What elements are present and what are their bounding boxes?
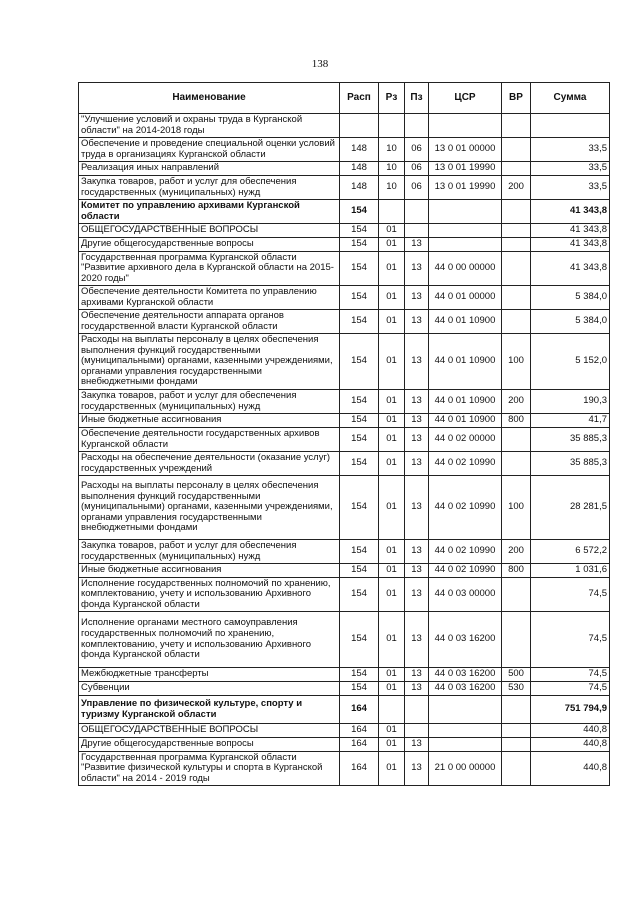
cell-name: Управление по физической культуре, спорту и туризму Курганской области [79,696,340,724]
cell-sum: 5 384,0 [531,310,610,334]
cell-sum: 41 343,8 [531,200,610,224]
cell-csr [429,696,502,724]
cell-rz [379,200,405,224]
table-row [79,696,610,724]
page-number: 138 [311,58,329,70]
cell-sum: 6 572,2 [531,540,610,564]
cell-name: Закупка товаров, работ и услуг для обеспечения государственных (муниципальных) нужд [79,390,340,414]
cell-sum: 440,8 [531,752,610,786]
cell-pz: 13 [405,578,429,612]
cell-vr [502,114,531,138]
cell-rz: 01 [379,724,405,738]
cell-rasp: 154 [340,564,379,578]
cell-vr: 530 [502,682,531,696]
cell-name: ОБЩЕГОСУДАРСТВЕННЫЕ ВОПРОСЫ [79,224,340,238]
cell-vr: 100 [502,334,531,390]
cell-name: Расходы на обеспечение деятельности (оказание услуг) государственных учреждений [79,452,340,476]
cell-pz: 13 [405,414,429,428]
cell-rz: 01 [379,452,405,476]
cell-rasp [340,114,379,138]
cell-sum: 28 281,5 [531,476,610,540]
budget-table [78,82,610,786]
cell-pz: 13 [405,334,429,390]
cell-sum: 41 343,8 [531,238,610,252]
column-header-csr: ЦСР [429,83,502,114]
cell-vr [502,200,531,224]
table-row [79,310,610,334]
cell-vr [502,162,531,176]
cell-pz: 13 [405,682,429,696]
cell-vr [502,310,531,334]
cell-name: Закупка товаров, работ и услуг для обеспечения государственных (муниципальных) нужд [79,176,340,200]
cell-pz: 13 [405,612,429,668]
cell-pz: 06 [405,162,429,176]
cell-rasp: 154 [340,428,379,452]
column-header-name: Наименование [79,83,340,114]
cell-csr [429,238,502,252]
table-row [79,668,610,682]
cell-name: Расходы на выплаты персоналу в целях обеспечения выполнения функций государственными (муниципальными) органами, казенными учреждениями, органами управления государственными внебюджетными фондами [79,334,340,390]
cell-csr: 21 0 00 00000 [429,752,502,786]
cell-vr: 500 [502,668,531,682]
cell-name: Обеспечение деятельности аппарата органов государственной власти Курганской области [79,310,340,334]
cell-pz: 13 [405,668,429,682]
cell-pz [405,724,429,738]
cell-vr [502,724,531,738]
cell-rz: 01 [379,752,405,786]
cell-pz: 13 [405,252,429,286]
cell-rasp: 164 [340,738,379,752]
cell-rz [379,114,405,138]
cell-rasp: 154 [340,578,379,612]
cell-rasp: 154 [340,334,379,390]
table-row [79,286,610,310]
cell-rasp: 164 [340,752,379,786]
table-row [79,114,610,138]
cell-rasp: 154 [340,200,379,224]
cell-rz: 01 [379,414,405,428]
cell-sum: 5 152,0 [531,334,610,390]
column-header-rasp: Расп [340,83,379,114]
column-header-rz: Рз [379,83,405,114]
cell-rasp: 164 [340,724,379,738]
cell-csr: 44 0 02 10990 [429,540,502,564]
cell-name: Обеспечение деятельности Комитета по управлению архивами Курганской области [79,286,340,310]
cell-rz: 01 [379,682,405,696]
cell-pz [405,114,429,138]
table-row [79,738,610,752]
cell-rz: 01 [379,578,405,612]
table-row [79,252,610,286]
table-row [79,390,610,414]
cell-rz: 01 [379,286,405,310]
table-row [79,414,610,428]
cell-rasp: 154 [340,668,379,682]
cell-csr [429,224,502,238]
cell-name: Субвенции [79,682,340,696]
table-row [79,578,610,612]
cell-rz: 01 [379,564,405,578]
cell-vr: 200 [502,176,531,200]
cell-sum: 41,7 [531,414,610,428]
cell-rasp: 154 [340,414,379,428]
cell-rasp: 154 [340,238,379,252]
cell-rz: 01 [379,252,405,286]
table-body [79,114,610,786]
cell-rasp: 154 [340,682,379,696]
cell-name: Закупка товаров, работ и услуг для обеспечения государственных (муниципальных) нужд [79,540,340,564]
cell-vr: 800 [502,564,531,578]
column-header-pz: Пз [405,83,429,114]
cell-sum: 440,8 [531,724,610,738]
table-row [79,334,610,390]
cell-sum: 1 031,6 [531,564,610,578]
cell-pz: 13 [405,428,429,452]
cell-rz: 01 [379,390,405,414]
cell-vr [502,238,531,252]
table-row [79,612,610,668]
cell-rasp: 154 [340,286,379,310]
table-row [79,564,610,578]
cell-name: Другие общегосударственные вопросы [79,738,340,752]
cell-csr: 44 0 03 16200 [429,668,502,682]
cell-rasp: 154 [340,612,379,668]
cell-name: Реализация иных направлений [79,162,340,176]
cell-csr: 44 0 01 10900 [429,390,502,414]
cell-vr [502,612,531,668]
cell-rasp: 154 [340,452,379,476]
cell-vr [502,738,531,752]
cell-pz: 13 [405,238,429,252]
cell-sum: 190,3 [531,390,610,414]
cell-vr [502,138,531,162]
cell-rasp: 154 [340,390,379,414]
cell-vr [502,452,531,476]
cell-csr: 44 0 02 10990 [429,476,502,540]
cell-name: ОБЩЕГОСУДАРСТВЕННЫЕ ВОПРОСЫ [79,724,340,738]
cell-vr: 200 [502,540,531,564]
cell-sum [531,114,610,138]
cell-rz: 01 [379,668,405,682]
table-row [79,238,610,252]
cell-name: Иные бюджетные ассигнования [79,564,340,578]
cell-csr [429,114,502,138]
cell-csr [429,200,502,224]
cell-sum: 33,5 [531,176,610,200]
cell-vr [502,428,531,452]
cell-csr: 44 0 02 10990 [429,452,502,476]
cell-sum: 74,5 [531,578,610,612]
cell-sum: 35 885,3 [531,428,610,452]
cell-name: Исполнение государственных полномочий по хранению, комплектованию, учету и использованию Архивного фонда Курганской области [79,578,340,612]
cell-sum: 74,5 [531,612,610,668]
cell-name: Государственная программа Курганской области "Развитие архивного дела в Курганской области на 2015-2020 годы" [79,252,340,286]
cell-name: Обеспечение и проведение специальной оценки условий труда в организациях Курганской области [79,138,340,162]
cell-vr [502,578,531,612]
cell-rz: 01 [379,310,405,334]
cell-pz: 13 [405,752,429,786]
cell-pz: 13 [405,310,429,334]
cell-pz [405,696,429,724]
cell-csr [429,738,502,752]
table-row [79,224,610,238]
cell-sum: 5 384,0 [531,286,610,310]
cell-rz: 01 [379,738,405,752]
cell-vr [502,286,531,310]
cell-sum: 440,8 [531,738,610,752]
table-row [79,752,610,786]
cell-rz: 10 [379,176,405,200]
cell-rasp: 164 [340,696,379,724]
cell-csr: 44 0 01 10900 [429,310,502,334]
cell-pz: 06 [405,138,429,162]
table-row [79,200,610,224]
cell-csr: 44 0 02 00000 [429,428,502,452]
cell-vr [502,696,531,724]
cell-vr [502,752,531,786]
cell-pz: 13 [405,564,429,578]
cell-sum: 33,5 [531,138,610,162]
table-row [79,138,610,162]
cell-csr: 13 0 01 19990 [429,162,502,176]
cell-name: "Улучшение условий и охраны труда в Курганской области" на 2014-2018 годы [79,114,340,138]
cell-vr [502,224,531,238]
cell-csr [429,724,502,738]
cell-rz: 01 [379,238,405,252]
table-row [79,452,610,476]
cell-rasp: 154 [340,252,379,286]
cell-rasp: 148 [340,176,379,200]
cell-rz [379,696,405,724]
cell-csr: 44 0 03 16200 [429,612,502,668]
table-row [79,428,610,452]
cell-rasp: 154 [340,540,379,564]
cell-csr: 44 0 01 10900 [429,414,502,428]
cell-rz: 10 [379,138,405,162]
cell-csr: 44 0 01 00000 [429,286,502,310]
cell-name: Комитет по управлению архивами Курганской области [79,200,340,224]
cell-name: Обеспечение деятельности государственных архивов Курганской области [79,428,340,452]
cell-pz [405,224,429,238]
cell-name: Исполнение органами местного самоуправления государственных полномочий по хранению, комплектованию, учету и использованию Архивного фонда Курганской области [79,612,340,668]
cell-pz: 13 [405,286,429,310]
cell-pz: 13 [405,476,429,540]
cell-rasp: 154 [340,224,379,238]
cell-csr: 13 0 01 19990 [429,176,502,200]
cell-csr: 44 0 02 10990 [429,564,502,578]
table-row [79,724,610,738]
column-header-vr: ВР [502,83,531,114]
cell-pz: 13 [405,452,429,476]
cell-sum: 41 343,8 [531,252,610,286]
cell-rz: 01 [379,540,405,564]
cell-vr: 200 [502,390,531,414]
cell-name: Другие общегосударственные вопросы [79,238,340,252]
cell-rasp: 148 [340,162,379,176]
cell-rasp: 154 [340,310,379,334]
cell-pz: 13 [405,738,429,752]
cell-csr: 44 0 00 00000 [429,252,502,286]
cell-vr [502,252,531,286]
table-row [79,162,610,176]
table-row [79,476,610,540]
cell-pz: 13 [405,390,429,414]
table-row [79,540,610,564]
cell-sum: 751 794,9 [531,696,610,724]
cell-name: Иные бюджетные ассигнования [79,414,340,428]
cell-csr: 44 0 03 16200 [429,682,502,696]
cell-sum: 33,5 [531,162,610,176]
cell-rasp: 154 [340,476,379,540]
cell-vr: 100 [502,476,531,540]
cell-sum: 35 885,3 [531,452,610,476]
cell-sum: 74,5 [531,668,610,682]
table-row [79,176,610,200]
cell-name: Государственная программа Курганской области "Развитие физической культуры и спорта в Курганской области" на 2014 - 2019 годы [79,752,340,786]
cell-rz: 01 [379,476,405,540]
cell-sum: 74,5 [531,682,610,696]
cell-rz: 01 [379,224,405,238]
cell-name: Расходы на выплаты персоналу в целях обеспечения выполнения функций государственными (муниципальными) органами, казенными учреждениями, органами управления государственными внебюджетными фондами [79,476,340,540]
column-header-sum: Сумма [531,83,610,114]
cell-rasp: 148 [340,138,379,162]
cell-rz: 01 [379,428,405,452]
cell-vr: 800 [502,414,531,428]
cell-sum: 41 343,8 [531,224,610,238]
cell-rz: 01 [379,334,405,390]
cell-pz: 06 [405,176,429,200]
cell-pz: 13 [405,540,429,564]
cell-name: Межбюджетные трансферты [79,668,340,682]
cell-rz: 01 [379,612,405,668]
cell-csr: 13 0 01 00000 [429,138,502,162]
cell-rz: 10 [379,162,405,176]
cell-csr: 44 0 03 00000 [429,578,502,612]
cell-pz [405,200,429,224]
cell-csr: 44 0 01 10900 [429,334,502,390]
table-header-row [79,83,610,114]
table-row [79,682,610,696]
